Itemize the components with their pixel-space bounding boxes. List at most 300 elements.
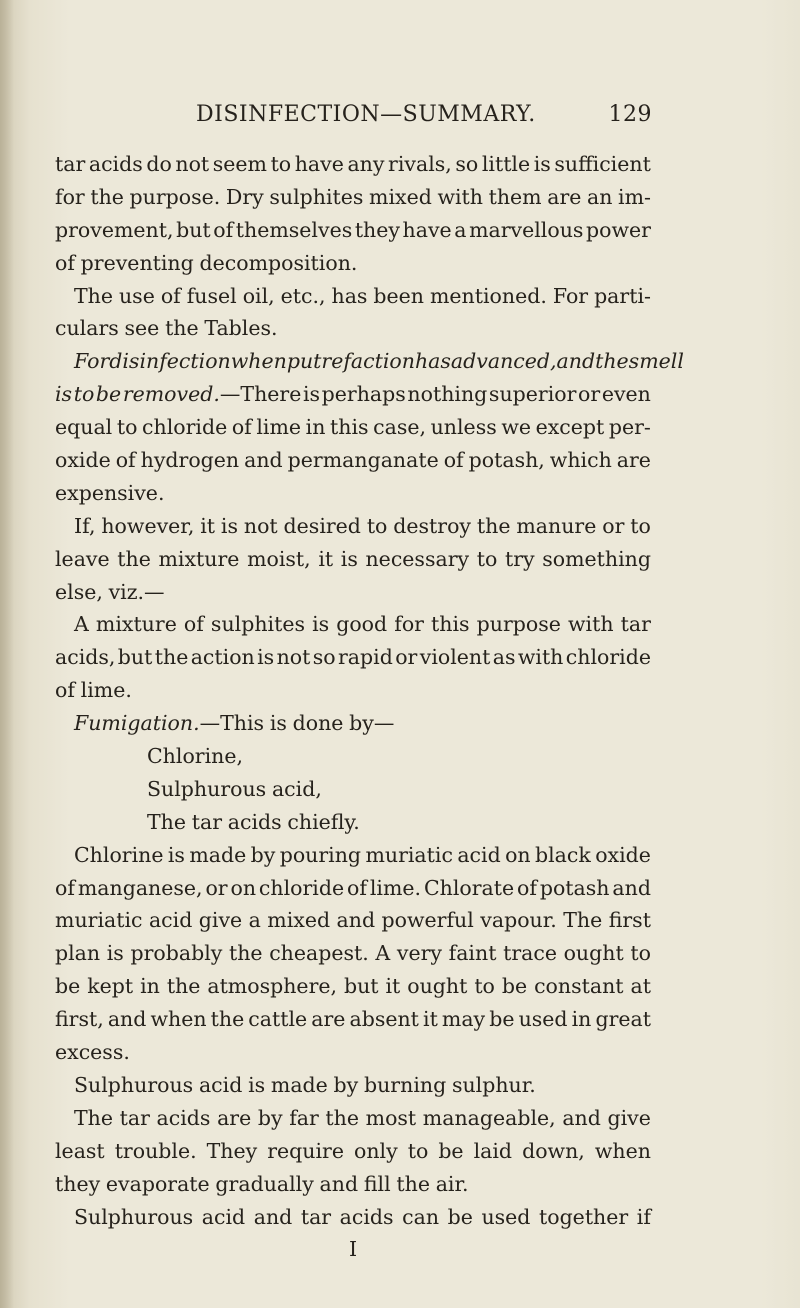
text-line [55,904,651,937]
word: vapour. [480,908,557,933]
word: For [552,283,589,308]
word: acids [88,152,143,176]
word: is [106,941,124,966]
word: sulphur. [451,1072,536,1097]
word: rivals, [388,152,452,176]
word: permanganate [287,448,439,473]
word: the [325,1105,359,1130]
text-line [55,444,651,477]
word: not [175,152,210,176]
word: action [190,645,255,670]
word: acids [227,809,282,834]
word: or [395,645,418,670]
word: a [454,217,467,242]
word: I [348,1237,358,1262]
word: probably [130,941,223,966]
word: but [343,974,379,999]
word: very [396,941,442,966]
word: destroy [393,513,472,538]
word: ought [407,974,468,999]
italic-word: to [73,382,95,407]
word: are [217,1105,252,1130]
word: sufficient [554,152,651,176]
word: the [228,941,263,966]
word: have [294,152,344,176]
word: be [489,1007,515,1032]
word: violent [419,645,491,670]
word: on [505,842,531,867]
running-header [196,102,652,136]
word: has [331,283,368,308]
word: sulphites [210,612,305,637]
word: acid, [271,776,322,801]
text-line [55,247,651,280]
text-line [55,510,651,543]
word: and [612,875,651,900]
word: to [407,1138,429,1163]
word: laid [473,1138,513,1163]
word: of [55,875,75,900]
word: for [394,612,424,637]
word: require [267,1138,344,1163]
word: the [90,184,124,209]
word: the [166,974,201,999]
word: with [567,612,614,637]
word: so [312,645,336,670]
word: in [140,974,160,999]
word: Chlorine, [147,744,243,769]
word: to [474,974,495,999]
word: great [595,1007,651,1032]
word: can [402,1204,440,1229]
word: a [248,908,261,933]
word: lime. [369,875,422,900]
word: we [501,415,532,440]
text-line [55,937,651,970]
word: tar [55,152,86,176]
word: it [423,1007,438,1032]
italic-word: and [556,349,596,374]
word: is [340,546,358,571]
word: culars [55,316,119,341]
italic-word: Fumigation. [74,711,200,736]
text-line [55,543,651,576]
word: it [385,974,401,999]
word: chloride [258,875,345,900]
word: tar [119,1105,150,1130]
italic-word: is [55,382,73,407]
word: an [586,184,613,209]
word: and [107,1007,147,1032]
word: mixture [95,612,177,637]
text-line [55,1135,651,1168]
italic-word: has [414,349,451,374]
word: or [578,382,601,407]
word: of [517,875,537,900]
word: trace [503,941,557,966]
word: per- [608,415,651,440]
word: manageable, [422,1105,556,1130]
word: A [375,941,391,966]
word: the [154,645,189,670]
word: and [336,908,376,933]
word: of [231,415,252,440]
word: unless [430,415,497,440]
word: as [492,645,516,670]
word: necessary [365,546,470,571]
word: burning [363,1072,447,1097]
word: and [562,1105,601,1130]
word: hydrogen [140,448,240,473]
word: The [563,908,603,933]
word: is [302,382,321,407]
word: lime. [80,678,132,703]
italic-word: advanced, [450,349,557,374]
word: at [630,974,651,999]
italic-word: For [74,349,110,374]
word: when [594,1138,651,1163]
word: give [198,908,243,933]
word: or [602,513,625,538]
word: first [608,908,651,933]
word: are [547,184,582,209]
word: except [535,415,605,440]
word: but [176,217,211,242]
word: of [183,612,204,637]
text-line [55,1233,651,1266]
word: this [330,415,369,440]
word: they [55,1171,101,1196]
word: or [205,875,228,900]
word: down, [522,1138,585,1163]
word: be [447,1204,473,1229]
word: to [630,513,651,538]
word: with [437,184,483,209]
word: of [115,448,136,473]
word: nothing [407,382,488,407]
word: it [200,513,216,538]
word: acids [339,1204,394,1229]
word: acids, [55,645,116,670]
word: of [55,250,75,275]
word: power [586,217,651,242]
word: is [533,152,551,176]
text-line [55,707,651,740]
word: plan [55,941,101,966]
text-line [55,345,684,378]
text-line [55,1036,651,1069]
word: but [117,645,153,670]
word: even [601,382,651,407]
word: it [318,546,334,571]
word: kept [87,974,134,999]
word: acid [201,1204,246,1229]
word: so [455,152,479,176]
word: is [167,842,185,867]
word: when [150,1007,207,1032]
word: fill [363,1171,391,1196]
word: trouble. [114,1138,197,1163]
word: chloride [565,645,651,670]
word-group [74,707,264,740]
word: oxide [55,448,111,473]
word: marvellous [469,217,584,242]
word: —This [199,711,265,736]
word: the [117,546,151,571]
word: oxide [595,842,651,867]
word: in [305,415,326,440]
word: in [571,1007,592,1032]
gutter-shadow [0,0,14,1308]
text-line [55,1168,651,1201]
word: else, [55,579,103,604]
running-title: DISINFECTION—SUMMARY. [196,102,536,127]
word: tar [300,1204,332,1229]
word: is [248,1072,266,1097]
word: the [396,1171,430,1196]
word: potash, [468,448,545,473]
word: A [74,612,89,637]
word: absent [349,1007,419,1032]
text-line [55,1003,651,1036]
word: is [269,711,287,736]
word: of [55,678,75,703]
text-line [55,181,651,214]
italic-word: smell [628,349,684,374]
word: of [213,217,234,242]
word: acid [198,1072,243,1097]
word: lime [256,415,302,440]
word: is [220,513,238,538]
word: tar [620,612,651,637]
text-line [55,214,651,247]
word: potash [539,875,610,900]
italic-word: be [95,382,122,407]
word: evaporate [105,1171,210,1196]
word: are [616,448,651,473]
word: The [74,283,114,308]
word: and [319,1171,359,1196]
word: be [438,1138,464,1163]
word: are [311,1007,346,1032]
word: made [189,842,247,867]
text-line [55,839,651,872]
word: which [549,448,612,473]
italic-word: the [595,349,629,374]
word: cattle [248,1007,308,1032]
word: muriatic [365,842,453,867]
text-line [55,280,651,313]
word: desired [283,513,361,538]
word: they [354,217,400,242]
italic-word: removed. [122,382,220,407]
word: may [441,1007,486,1032]
word: made [270,1072,328,1097]
word: viz.— [108,579,165,604]
word: purpose [476,612,561,637]
word: Chlorate [423,875,515,900]
word: first, [55,1007,104,1032]
text-line [55,970,651,1003]
word: muriatic [55,908,143,933]
word: and [244,448,283,473]
word: case, [373,415,426,440]
word: parti- [594,283,651,308]
word: to [630,941,651,966]
word: mixed [267,908,331,933]
word: manganese, [77,875,203,900]
word: The [74,1105,114,1130]
italic-word: putrefaction [286,349,415,374]
word: Dry [225,184,264,209]
text-line [55,872,651,905]
word: see [124,316,160,341]
text-line [55,1102,651,1135]
word: black [535,842,591,867]
word: be [55,974,81,999]
word: mixed [369,184,432,209]
word: leave [55,546,110,571]
word: air. [435,1171,469,1196]
word: acid [148,908,193,933]
word: far [289,1105,319,1130]
italic-word: disinfection [109,349,231,374]
text-line [55,477,651,510]
text-line [55,806,651,839]
word: of [160,283,181,308]
word: acid [457,842,501,867]
body-text [55,148,684,1266]
text-line [55,1201,651,1234]
word: —There [219,382,302,407]
word: constant [534,974,624,999]
word: of [443,448,464,473]
word: with [517,645,564,670]
page-number: 129 [608,102,652,127]
word: to [270,152,292,176]
word-group [123,378,302,411]
word: little [481,152,531,176]
word: They [206,1138,258,1163]
word: do [146,152,172,176]
word: fusel [186,283,237,308]
word: mixture [158,546,240,571]
word: to [116,415,138,440]
word: by [257,1105,283,1130]
word: Tables. [204,316,278,341]
word: tar [191,809,223,834]
word: is [312,612,330,637]
word: sulphites [269,184,364,209]
word: be [501,974,528,999]
word: by [250,842,276,867]
text-line [55,1069,651,1102]
word: expensive. [55,480,165,505]
word: If, [74,513,96,538]
word: for [55,184,85,209]
text-line [55,740,651,773]
word: been [373,283,425,308]
text-line [55,608,651,641]
word: superior [488,382,577,407]
word: equal [55,415,113,440]
word: decomposition. [199,250,358,275]
word: acids [156,1105,211,1130]
word: faint [448,941,497,966]
word: used [481,1204,531,1229]
word: im- [618,184,651,209]
text-line [55,148,651,181]
word: if [636,1204,651,1229]
word: the [210,1007,245,1032]
word: any [347,152,385,176]
word: not [276,645,311,670]
word: manure [516,513,597,538]
word: etc., [280,283,326,308]
word: something [542,546,651,571]
word: purpose. [129,184,221,209]
word: however, [101,513,195,538]
word: least [55,1138,105,1163]
word: this [431,612,470,637]
word: moist, [247,546,311,571]
word: give [607,1105,651,1130]
text-line [55,411,651,444]
word: the [476,513,511,538]
word: try [504,546,535,571]
word: Chlorine [74,842,164,867]
word: not [243,513,278,538]
word: and [253,1204,293,1229]
word: by— [349,711,395,736]
word: Sulphurous [74,1072,194,1097]
text-line [55,378,651,411]
word: Sulphurous [147,776,267,801]
word: preventing [80,250,194,275]
word: by [333,1072,359,1097]
text-line [55,641,651,674]
text-line [55,674,651,707]
word: is [257,645,275,670]
word: pouring [279,842,362,867]
word: them [488,184,542,209]
word: on [230,875,257,900]
word: the [165,316,199,341]
word: mentioned. [429,283,547,308]
word: cheapest. [269,941,369,966]
text-line [55,312,651,345]
word: provement, [55,217,174,242]
italic-word: when [230,349,287,374]
word: to [476,546,498,571]
word: have [402,217,452,242]
word: gradually [215,1171,314,1196]
word: of [347,875,367,900]
word: powerful [381,908,474,933]
word: ought [563,941,624,966]
text-line [55,773,651,806]
word: oil, [242,283,275,308]
word: rapid [338,645,393,670]
word: excess. [55,1040,130,1065]
word: done [292,711,344,736]
word: The [147,809,187,834]
word: together [538,1204,629,1229]
word: good [336,612,388,637]
text-line [55,576,651,609]
word: perhaps [321,382,406,407]
word: to [366,513,388,538]
